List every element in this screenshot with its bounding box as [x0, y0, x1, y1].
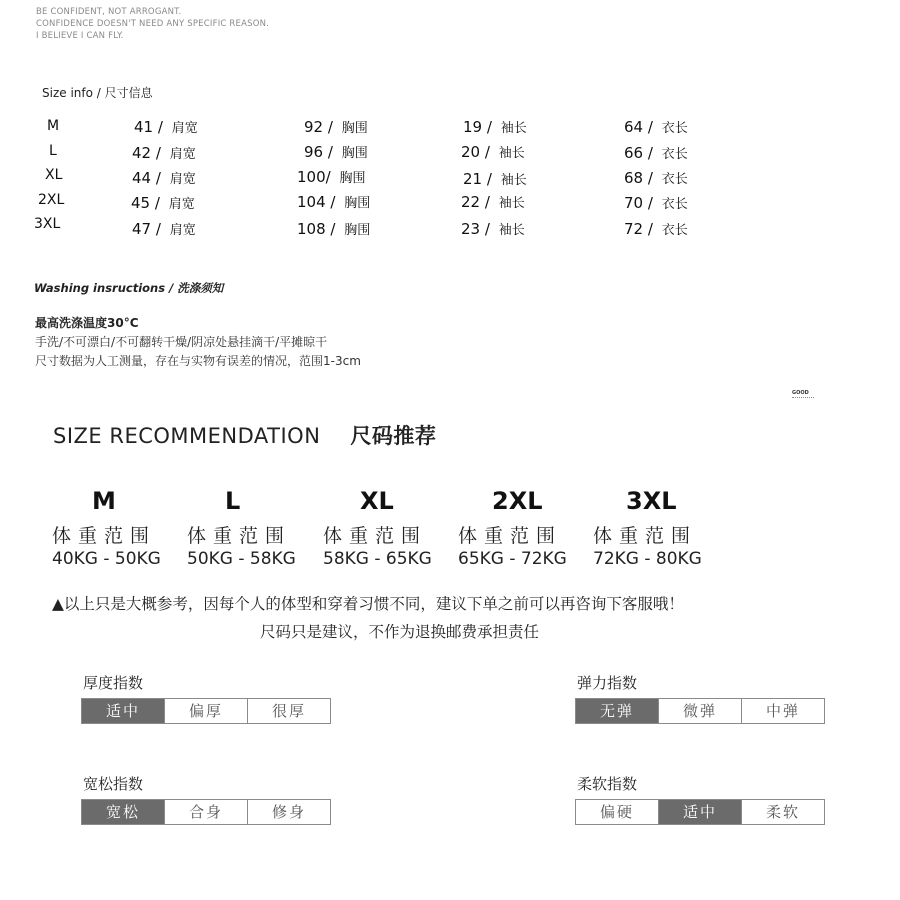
shoulder-cell: 41 / 肩宽 [134, 118, 198, 136]
size-label-3xl: 3XL [34, 216, 61, 232]
washing-temperature: 最高洗涤温度30°C [35, 316, 139, 330]
weight-range-value: 58KG - 65KG [323, 549, 432, 569]
elasticity-index-title: 弹力指数 [577, 674, 638, 692]
motto-line: I BELIEVE I CAN FLY. [36, 31, 124, 41]
elasticity-option: 微弹 [658, 699, 741, 723]
shoulder-cell: 45 / 肩宽 [131, 194, 195, 212]
sleeve-cell: 20 / 袖长 [461, 143, 525, 161]
chest-cell: 100/ 胸围 [297, 168, 366, 186]
fit-index-bar [81, 799, 331, 825]
fit-option: 合身 [164, 800, 247, 824]
weight-range-label: 体重范围 [593, 525, 698, 547]
length-cell: 64 / 衣长 [624, 118, 688, 136]
motto-line: CONFIDENCE DOESN'T NEED ANY SPECIFIC REASON. [36, 19, 270, 29]
disclaimer-note: 尺码只是建议，不作为退换邮费承担责任 [260, 623, 540, 641]
thickness-option: 很厚 [247, 699, 330, 723]
fit-option: 宽松 [82, 800, 164, 824]
length-cell: 68 / 衣长 [624, 169, 688, 187]
recommendation-size: L [225, 487, 241, 515]
size-label-l: L [49, 143, 57, 159]
length-cell: 66 / 衣长 [624, 144, 688, 162]
weight-range-label: 体重范围 [323, 525, 428, 547]
sleeve-cell: 22 / 袖长 [461, 193, 525, 211]
weight-range-label: 体重范围 [458, 525, 563, 547]
length-cell: 72 / 衣长 [624, 220, 688, 238]
softness-option: 柔软 [741, 800, 824, 824]
thickness-option: 偏厚 [164, 699, 247, 723]
recommendation-title-cn: 尺码推荐 [350, 424, 437, 448]
weight-range-value: 50KG - 58KG [187, 549, 296, 569]
size-label-2xl: 2XL [38, 192, 65, 208]
sleeve-cell: 21 / 袖长 [463, 170, 527, 188]
brand-badge [792, 390, 814, 398]
softness-index-title: 柔软指数 [577, 775, 638, 793]
badge-underline [792, 397, 814, 398]
washing-methods: 手洗/不可漂白/不可翻转干燥/阴凉处悬挂滴干/平摊晾干 [35, 335, 328, 349]
fit-index-title: 宽松指数 [83, 775, 144, 793]
size-label-xl: XL [45, 167, 63, 183]
recommendation-title [53, 420, 436, 450]
length-cell: 70 / 衣长 [624, 194, 688, 212]
measurement-note: 尺寸数据为人工测量，存在与实物有误差的情况，范围1-3cm [35, 354, 361, 368]
weight-range-label: 体重范围 [187, 525, 292, 547]
softness-index-bar [575, 799, 825, 825]
thickness-index-bar [81, 698, 331, 724]
brand-badge-text: GOOD [792, 390, 809, 396]
recommendation-title-en: SIZE RECOMMENDATION [53, 424, 321, 448]
thickness-option: 适中 [82, 699, 164, 723]
recommendation-size: 3XL [626, 487, 677, 515]
recommendation-size: XL [360, 487, 394, 515]
sleeve-cell: 19 / 袖长 [463, 118, 527, 136]
weight-range-value: 40KG - 50KG [52, 549, 161, 569]
chest-cell: 108 / 胸围 [297, 220, 371, 238]
thickness-index-title: 厚度指数 [83, 674, 144, 692]
weight-range-value: 65KG - 72KG [458, 549, 567, 569]
weight-range-label: 体重范围 [52, 525, 157, 547]
shoulder-cell: 47 / 肩宽 [132, 220, 196, 238]
washing-title: Washing insructions / 洗涤须知 [34, 281, 224, 295]
reference-note: ▲以上只是大概参考，因每个人的体型和穿着习惯不同，建议下单之前可以再咨询下客服哦！ [52, 595, 684, 613]
elasticity-option: 无弹 [576, 699, 658, 723]
motto-line: BE CONFIDENT, NOT ARROGANT. [36, 7, 182, 17]
sleeve-cell: 23 / 袖长 [461, 220, 525, 238]
size-label-m: M [47, 118, 60, 134]
weight-range-value: 72KG - 80KG [593, 549, 702, 569]
chest-cell: 96 / 胸围 [304, 143, 368, 161]
shoulder-cell: 42 / 肩宽 [132, 144, 196, 162]
elasticity-index-bar [575, 698, 825, 724]
washing-instructions [35, 314, 361, 371]
fit-option: 修身 [247, 800, 330, 824]
chest-cell: 92 / 胸围 [304, 118, 368, 136]
recommendation-size: 2XL [492, 487, 543, 515]
softness-option: 偏硬 [599, 803, 634, 821]
softness-option: 适中 [658, 800, 741, 824]
size-table [0, 0, 900, 260]
recommendation-size: M [92, 487, 116, 515]
elasticity-option: 中弹 [741, 699, 824, 723]
shoulder-cell: 44 / 肩宽 [132, 169, 196, 187]
size-info-title: Size info / 尺寸信息 [42, 86, 153, 100]
chest-cell: 104 / 胸围 [297, 193, 371, 211]
